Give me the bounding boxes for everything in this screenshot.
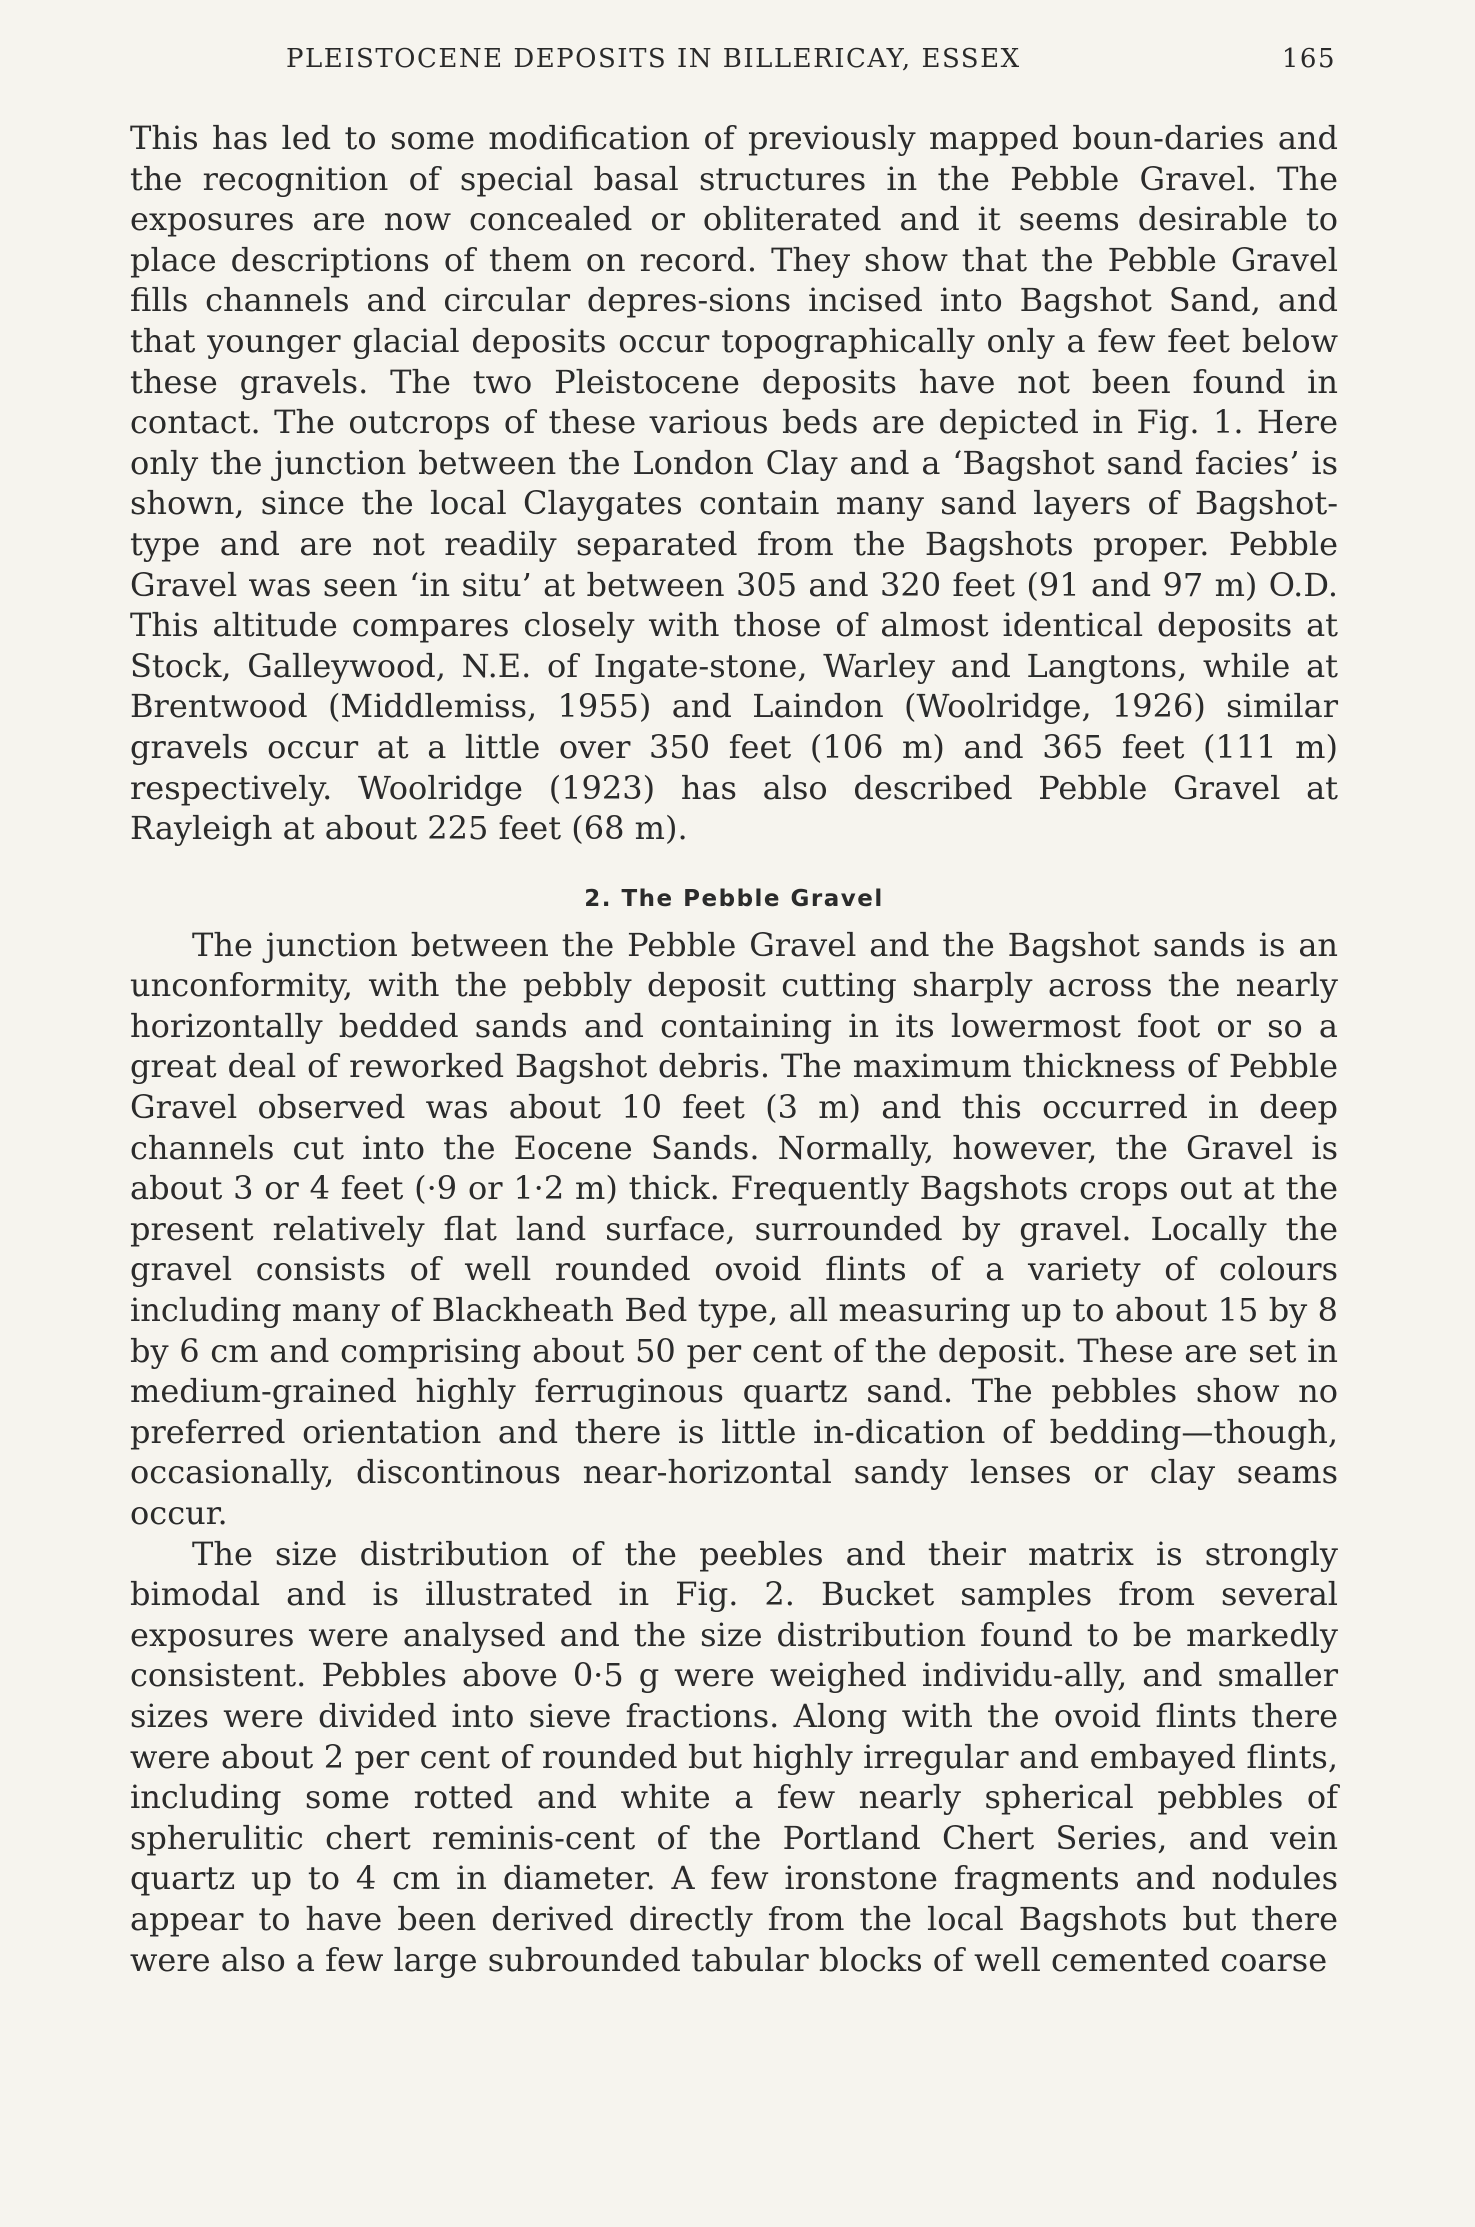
paragraph-size-distribution: The size distribution of the peebles and their matrix is strongly bimodal and is illustrated in Fig. 2. Bucket samples from several exposures were analysed and the size distribution found to be markedly consistent. Pebbles above 0·5 g were weighed individu-ally, and smaller sizes were divided into sieve fractions. Along with the ovoid flints there were about 2 per cent of rounded but highly irregular and embayed flints, including some rotted and white a few nearly spherical pebbles of spherulitic chert reminis-cent of the Portland Chert Series, and vein quartz up to 4 cm in diameter. A few ironstone fragments and nodules appear to have been derived directly from the local Bagshots but there were also a few large subrounded tabular blocks of well cemented coarse — [130, 1534, 1338, 1979]
paragraph-junction: The junction between the Pebble Gravel and the Bagshot sands is an unconformity, with the pebbly deposit cutting sharply across the nearly horizontally bedded sands and containing in its lowermost foot or so a great deal of reworked Bagshot debris. The maximum thickness of Pebble Gravel observed was about 10 feet (3 m) and this occurred in deep channels cut into the Eocene Sands. Normally, however, the Gravel is about 3 or 4 feet (·9 or 1·2 m) thick. Frequently Bagshots crops out at the present relatively flat land surface, surrounded by gravel. Locally the gravel consists of well rounded ovoid flints of a variety of colours including many of Blackheath Bed type, all measuring up to about 15 by 8 by 6 cm and comprising about 50 per cent of the deposit. These are set in medium-grained highly ferruginous quartz sand. The pebbles show no preferred orientation and there is little in-dication of bedding—though, occasionally, discontinous near-horizontal sandy lenses or clay seams occur. — [130, 925, 1338, 1532]
paragraph-intro: This has led to some modification of previously mapped boun-daries and the recognition of special basal structures in the Pebble Gravel. The exposures are now concealed or obliterated and it seems desirable to place descriptions of them on record. They show that the Pebble Gravel fills channels and circular depres-sions incised into Bagshot Sand, and that younger glacial deposits occur topographically only a few feet below these gravels. The two Pleistocene deposits have not been found in contact. The outcrops of these various beds are depicted in Fig. 1. Here only the junction between the London Clay and a ‘Bagshot sand facies’ is shown, since the local Claygates contain many sand layers of Bagshot-type and are not readily separated from the Bagshots proper. Pebble Gravel was seen ‘in situ’ at between 305 and 320 feet (91 and 97 m) O.D. This altitude compares closely with those of almost identical deposits at Stock, Galleywood, N.E. of Ingate-stone, Warley and Langtons, while at Brentwood (Middlemiss, 1955) and Laindon (Woolridge, 1926) similar gravels occur at a little over 350 feet (106 m) and 365 feet (111 m) respectively. Woolridge (1923) has also described Pebble Gravel at Rayleigh at about 225 feet (68 m). — [130, 119, 1338, 848]
body-text — [130, 118, 1338, 1980]
running-head — [286, 44, 1336, 84]
section-heading: 2. The Pebble Gravel — [584, 885, 884, 912]
running-title: PLEISTOCENE DEPOSITS IN BILLERICAY, ESSEX — [286, 44, 1021, 74]
page-number: 165 — [1281, 44, 1336, 74]
